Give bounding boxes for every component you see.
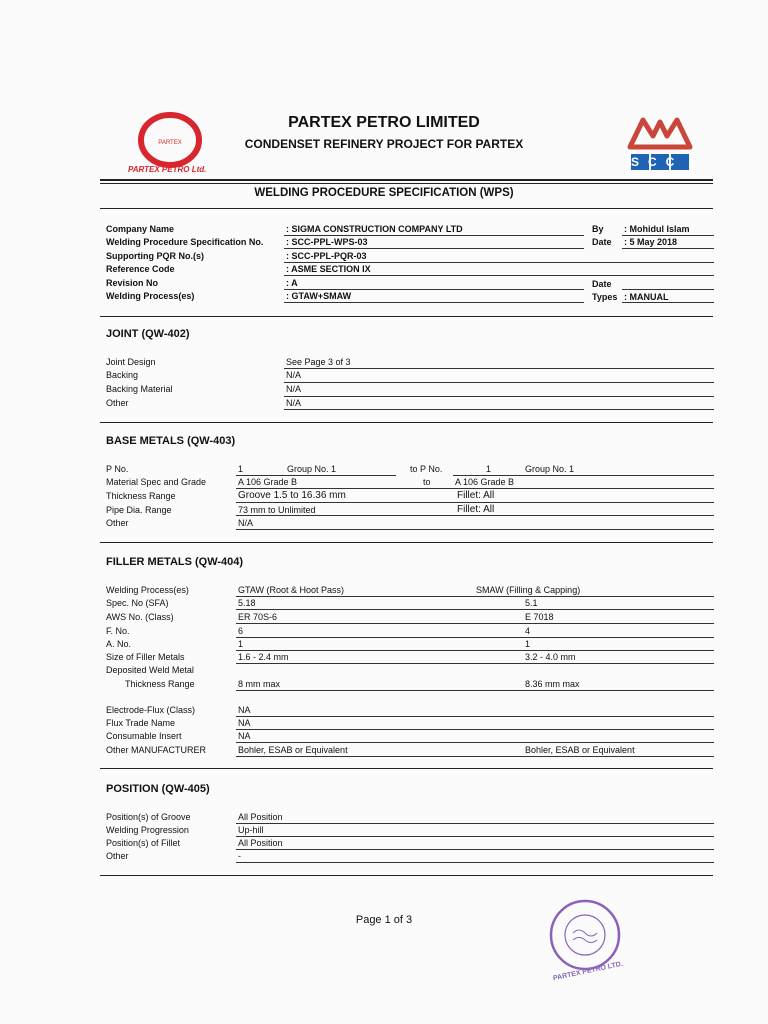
filler-process-label: Welding Process(es) — [106, 585, 189, 595]
welding-progression-value: Up-hill — [238, 825, 264, 835]
deposited-weld-label: Deposited Weld Metal — [106, 665, 194, 675]
fillet-pipe-value: Fillet: All — [457, 504, 495, 515]
backing-material-label: Backing Material — [106, 384, 173, 394]
company-name-label: Company Name — [106, 224, 175, 234]
backing-value: N/A — [286, 370, 302, 380]
page-number: Page 1 of 3 — [355, 914, 413, 926]
p-no-label: P No. — [106, 464, 129, 474]
backing-label: Backing — [106, 370, 139, 380]
types-label: Types — [592, 292, 618, 302]
wps-number-value: : SCC-PPL-WPS-03 — [286, 237, 368, 247]
backing-material-value: N/A — [286, 384, 302, 394]
a-no-gtaw: 1 — [238, 639, 244, 649]
manufacturer-gtaw: Bohler, ESAB or Equivalent — [238, 745, 348, 755]
company-title: PARTEX PETRO LIMITED — [288, 114, 480, 131]
revision-label: Revision No — [106, 278, 159, 288]
to-material-value: A 106 Grade B — [455, 477, 515, 487]
pqr-value: : SCC-PPL-PQR-03 — [286, 251, 367, 261]
joint-other-value: N/A — [286, 398, 302, 408]
stamp-text: PARTEX PETRO LTD. — [552, 960, 624, 983]
partex-logo-caption: PARTEX PETRO Ltd. — [128, 165, 207, 174]
filler-thickness-gtaw: 8 mm max — [238, 679, 281, 689]
filler-process-gtaw: GTAW (Root & Hoot Pass) — [238, 585, 345, 595]
revision-value: : A — [286, 278, 298, 288]
manufacturer-label: Other MANUFACTURER — [106, 745, 207, 755]
filler-size-label: Size of Filler Metals — [106, 652, 185, 662]
f-no-gtaw: 6 — [238, 626, 244, 636]
fillet-position-value: All Position — [238, 838, 283, 848]
flux-trade-label: Flux Trade Name — [106, 718, 176, 728]
filler-process-smaw: SMAW (Filling & Capping) — [476, 585, 581, 595]
thickness-range-label: Thickness Range — [106, 491, 176, 501]
header-rule — [100, 179, 713, 181]
position-other-label: Other — [106, 851, 129, 861]
filler-thickness-label: Thickness Range — [125, 679, 195, 689]
to-p-no-value: 1 — [486, 464, 492, 474]
electrode-flux-label: Electrode-Flux (Class) — [106, 705, 196, 715]
process-value: : GTAW+SMAW — [286, 291, 352, 301]
project-subtitle: CONDENSET REFINERY PROJECT FOR PARTEX — [244, 137, 524, 151]
date-value: : 5 May 2018 — [624, 237, 678, 247]
aws-no-gtaw: ER 70S-6 — [238, 612, 278, 622]
electrode-flux-value: NA — [238, 705, 251, 715]
title-rule — [100, 208, 713, 209]
to-group-no-label: Group No. 1 — [525, 464, 575, 474]
a-no-smaw: 1 — [525, 639, 531, 649]
joint-section-title: JOINT (QW-402) — [106, 328, 190, 340]
groove-position-value: All Position — [238, 812, 283, 822]
base-other-value: N/A — [238, 518, 254, 528]
spec-no-gtaw: 5.18 — [238, 598, 256, 608]
manufacturer-smaw: Bohler, ESAB or Equivalent — [525, 745, 635, 755]
header-rule-thin — [100, 183, 713, 184]
p-no-value: 1 — [238, 464, 244, 474]
filler-metals-section-title: FILLER METALS (QW-404) — [106, 556, 244, 568]
groove-position-label: Position(s) of Groove — [106, 812, 191, 822]
to-label: to — [423, 477, 431, 487]
fillet-thickness-value: Fillet: All — [457, 490, 495, 501]
wps-number-label: Welding Procedure Specification No. — [106, 237, 264, 247]
scc-logo-letters: SCC — [631, 155, 684, 169]
base-other-label: Other — [106, 518, 129, 528]
welding-progression-label: Welding Progression — [106, 825, 189, 835]
joint-design-label: Joint Design — [106, 357, 156, 367]
pqr-label: Supporting PQR No.(s) — [106, 251, 204, 261]
date-label: Date — [592, 237, 612, 247]
flux-trade-value: NA — [238, 718, 251, 728]
joint-other-label: Other — [106, 398, 129, 408]
consumable-insert-value: NA — [238, 731, 251, 741]
company-name-value: : SIGMA CONSTRUCTION COMPANY LTD — [286, 224, 463, 234]
date2-label: Date — [592, 279, 612, 289]
filler-size-gtaw: 1.6 - 2.4 mm — [238, 652, 289, 662]
consumable-insert-label: Consumable Insert — [106, 731, 182, 741]
spec-no-smaw: 5.1 — [525, 598, 538, 608]
aws-no-label: AWS No. (Class) — [106, 612, 174, 622]
pipe-dia-value: 73 mm to Unlimited — [238, 505, 316, 515]
thickness-range-value: Groove 1.5 to 16.36 mm — [238, 490, 346, 501]
group-no-label: Group No. 1 — [287, 464, 337, 474]
spec-no-label: Spec. No (SFA) — [106, 598, 169, 608]
reference-code-value: : ASME SECTION IX — [286, 264, 371, 274]
by-value: : Mohidul Islam — [624, 224, 690, 234]
a-no-label: A. No. — [106, 639, 132, 649]
filler-size-smaw: 3.2 - 4.0 mm — [525, 652, 576, 662]
f-no-label: F. No. — [106, 626, 130, 636]
partex-logo-text: PARTEX — [158, 140, 182, 146]
to-p-no-label: to P No. — [410, 464, 443, 474]
process-label: Welding Process(es) — [106, 291, 195, 301]
document-title: WELDING PROCEDURE SPECIFICATION (WPS) — [254, 187, 514, 199]
f-no-smaw: 4 — [525, 626, 531, 636]
reference-code-label: Reference Code — [106, 264, 175, 274]
filler-thickness-smaw: 8.36 mm max — [525, 679, 580, 689]
by-label: By — [592, 224, 604, 234]
pipe-dia-label: Pipe Dia. Range — [106, 505, 172, 515]
material-spec-label: Material Spec and Grade — [106, 477, 207, 487]
material-spec-value: A 106 Grade B — [238, 477, 298, 487]
base-metals-section-title: BASE METALS (QW-403) — [106, 435, 236, 447]
position-section-title: POSITION (QW-405) — [106, 783, 210, 795]
aws-no-smaw: E 7018 — [525, 612, 554, 622]
joint-design-value: See Page 3 of 3 — [286, 357, 351, 367]
types-value: : MANUAL — [624, 292, 669, 302]
fillet-position-label: Position(s) of Fillet — [106, 838, 181, 848]
position-other-value: - — [238, 851, 241, 861]
